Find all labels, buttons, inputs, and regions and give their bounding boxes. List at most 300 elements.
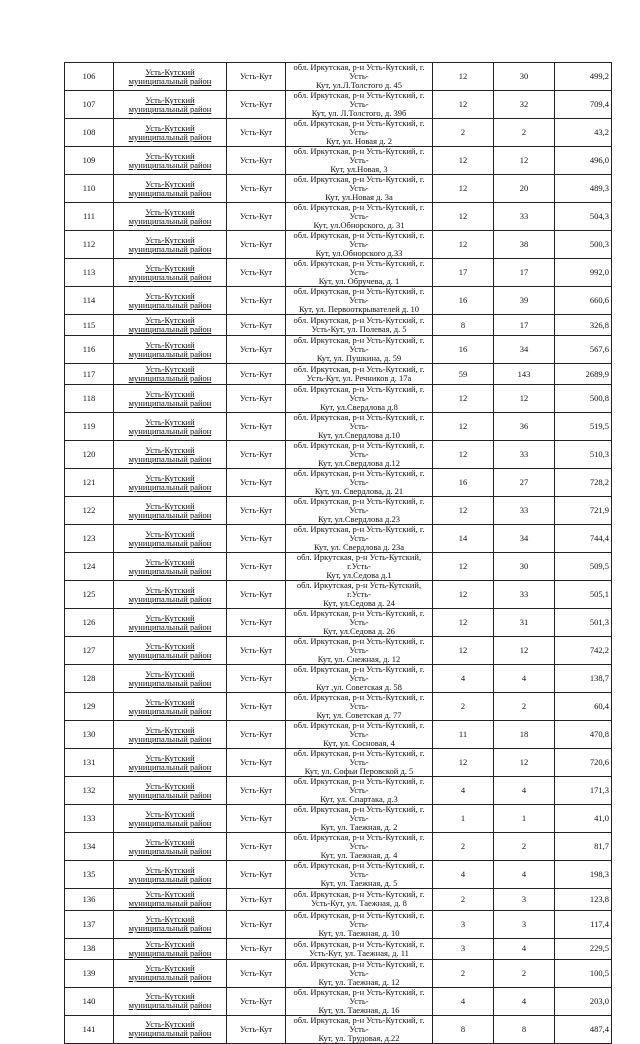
district-text: муниципальный район xyxy=(128,348,212,359)
address-text: обл. Иркутская, р-н Усть-Кутский, г. Усть- xyxy=(293,286,425,305)
address-cell xyxy=(286,910,433,938)
table-row xyxy=(65,938,612,959)
area-cell: 505,1 xyxy=(555,581,612,609)
count-b-cell: 12 xyxy=(494,385,555,413)
row-number-cell: 107 xyxy=(65,91,114,119)
district-cell xyxy=(114,63,227,91)
district-cell xyxy=(114,889,227,910)
row-number-cell: 110 xyxy=(65,175,114,203)
area-cell: 519,5 xyxy=(555,413,612,441)
area-cell: 709,4 xyxy=(555,91,612,119)
address-cell xyxy=(286,147,433,175)
address-text: Кут, ул. Таежная, д. 12 xyxy=(318,976,400,987)
table-body xyxy=(65,63,612,1044)
district-text: Усть-Кутский xyxy=(145,150,195,161)
district-cell xyxy=(114,938,227,959)
count-b-cell: 4 xyxy=(494,777,555,805)
row-number-cell: 122 xyxy=(65,497,114,525)
area-cell: 728,2 xyxy=(555,469,612,497)
city-cell: Усть-Кут xyxy=(227,336,286,364)
row-number-cell: 123 xyxy=(65,525,114,553)
city-cell: Усть-Кут xyxy=(227,287,286,315)
address-text: Кут, ул.Свердлова д.10 xyxy=(318,430,400,441)
row-number-cell: 132 xyxy=(65,777,114,805)
address-text: обл. Иркутская, р-н Усть-Кутский, г. Усть- xyxy=(293,440,425,460)
address-text: Кут, ул.Новая, 3 xyxy=(330,164,388,174)
address-cell xyxy=(286,385,433,413)
count-a-cell: 12 xyxy=(433,91,494,119)
address-cell xyxy=(286,1015,433,1043)
district-cell xyxy=(114,833,227,861)
count-b-cell: 8 xyxy=(494,1015,555,1043)
city-cell: Усть-Кут xyxy=(227,938,286,959)
address-text: обл. Иркутская, р-н Усть-Кутский, г. Усть- xyxy=(293,860,425,880)
table-row xyxy=(65,833,612,861)
address-text: Кут, ул. Пушкина, д. 59 xyxy=(316,353,402,364)
area-cell: 721,9 xyxy=(555,497,612,525)
address-text: обл. Иркутская, р-н Усть-Кутский, г. Усть- xyxy=(293,202,425,221)
table-row xyxy=(65,259,612,287)
address-text: обл. Иркутская, р-н Усть-Кутский, г. xyxy=(293,364,425,375)
district-text: муниципальный район xyxy=(128,873,212,884)
row-number-cell: 119 xyxy=(65,413,114,441)
address-text: Кут, ул. Обручева, д. 1 xyxy=(318,276,400,286)
city-cell: Усть-Кут xyxy=(227,749,286,777)
area-cell: 567,6 xyxy=(555,336,612,364)
city-cell: Усть-Кут xyxy=(227,777,286,805)
table-row xyxy=(65,175,612,203)
district-text: муниципальный район xyxy=(128,397,212,408)
row-number-cell: 118 xyxy=(65,385,114,413)
area-cell: 744,4 xyxy=(555,525,612,553)
address-text: обл. Иркутская, р-н Усть-Кутский, г. Усть- xyxy=(293,174,425,193)
district-text: Усть-Кутский xyxy=(145,94,195,105)
count-a-cell: 12 xyxy=(433,175,494,203)
district-text: Усть-Кутский xyxy=(145,808,195,819)
district-text: муниципальный район xyxy=(128,324,212,335)
count-b-cell: 4 xyxy=(494,938,555,959)
address-cell xyxy=(286,259,433,287)
table-row xyxy=(65,553,612,581)
district-text: Усть-Кутский xyxy=(145,864,195,875)
area-cell: 123,8 xyxy=(555,889,612,910)
address-text: Кут, ул. Л.Толстого, д. 39б xyxy=(311,108,407,118)
count-b-cell: 30 xyxy=(494,63,555,91)
table-row xyxy=(65,203,612,231)
district-text: Усть-Кутский xyxy=(145,290,195,301)
housing-table xyxy=(64,62,612,1044)
city-cell: Усть-Кут xyxy=(227,637,286,665)
address-text: обл. Иркутская, р-н Усть-Кутский, г. Усть- xyxy=(293,412,425,432)
address-text: обл. Иркутская, р-н Усть-Кутский, г. xyxy=(293,938,425,949)
district-text: муниципальный район xyxy=(128,733,212,744)
address-cell xyxy=(286,63,433,91)
district-text: муниципальный район xyxy=(128,373,212,384)
count-a-cell: 12 xyxy=(433,749,494,777)
table-row xyxy=(65,525,612,553)
district-text: муниципальный район xyxy=(128,972,212,983)
district-text: муниципальный район xyxy=(128,705,212,716)
count-a-cell: 4 xyxy=(433,777,494,805)
row-number-cell: 120 xyxy=(65,441,114,469)
address-cell xyxy=(286,203,433,231)
district-cell xyxy=(114,175,227,203)
address-cell xyxy=(286,609,433,637)
count-b-cell: 33 xyxy=(494,441,555,469)
address-cell xyxy=(286,833,433,861)
district-cell xyxy=(114,637,227,665)
district-text: муниципальный район xyxy=(128,537,212,548)
count-a-cell: 4 xyxy=(433,665,494,693)
address-text: обл. Иркутская, р-н Усть-Кутский, г. Усть- xyxy=(293,959,425,978)
district-text: Усть-Кутский xyxy=(145,178,195,189)
table-row xyxy=(65,91,612,119)
address-text: обл. Иркутская, р-н Усть-Кутский, г. Усть- xyxy=(293,720,425,740)
address-text: Кут, ул. Софьи Перовской д. 5 xyxy=(304,766,414,777)
address-text: обл. Иркутская, р-н Усть-Кутский, г. Усть- xyxy=(293,496,425,516)
district-cell xyxy=(114,609,227,637)
city-cell: Усть-Кут xyxy=(227,525,286,553)
count-a-cell: 2 xyxy=(433,959,494,987)
count-b-cell: 30 xyxy=(494,553,555,581)
district-cell xyxy=(114,385,227,413)
district-cell xyxy=(114,525,227,553)
city-cell: Усть-Кут xyxy=(227,259,286,287)
address-cell xyxy=(286,889,433,910)
district-text: Усть-Кутский xyxy=(145,780,195,791)
district-text: Усть-Кутский xyxy=(145,752,195,763)
district-text: Усть-Кутский xyxy=(145,836,195,847)
city-cell: Усть-Кут xyxy=(227,231,286,259)
district-cell xyxy=(114,203,227,231)
area-cell: 500,3 xyxy=(555,231,612,259)
address-text: Кут, ул. Новая д. 2 xyxy=(326,136,392,146)
count-b-cell: 12 xyxy=(494,147,555,175)
area-cell: 720,6 xyxy=(555,749,612,777)
address-text: Усть-Кут, ул. Речников д. 17а xyxy=(306,373,412,384)
row-number-cell: 137 xyxy=(65,910,114,938)
district-text: Усть-Кутский xyxy=(145,416,195,427)
address-text: обл. Иркутская, р-н Усть-Кутский, г. Усть- xyxy=(293,524,425,544)
count-b-cell: 4 xyxy=(494,861,555,889)
count-a-cell: 12 xyxy=(433,203,494,231)
address-cell xyxy=(286,287,433,315)
address-text: Кут, ул. Снежная, д. 12 xyxy=(317,654,401,665)
count-a-cell: 12 xyxy=(433,497,494,525)
address-text: обл. Иркутская, р-н Усть-Кутский, г. Усть- xyxy=(293,62,425,81)
row-number-cell: 106 xyxy=(65,63,114,91)
row-number-cell: 141 xyxy=(65,1015,114,1043)
table-row xyxy=(65,469,612,497)
count-a-cell: 12 xyxy=(433,385,494,413)
count-b-cell: 1 xyxy=(494,805,555,833)
table-row xyxy=(65,959,612,987)
count-b-cell: 12 xyxy=(494,637,555,665)
area-cell: 470,8 xyxy=(555,721,612,749)
address-cell xyxy=(286,777,433,805)
address-text: обл. Иркутская, р-н Усть-Кутский, г. xyxy=(293,889,425,900)
city-cell: Усть-Кут xyxy=(227,63,286,91)
area-cell: 2689,9 xyxy=(555,364,612,385)
address-text: Кут, ул.Седова д. 24 xyxy=(323,598,395,609)
district-cell xyxy=(114,553,227,581)
district-text: Усть-Кутский xyxy=(145,584,195,595)
count-b-cell: 18 xyxy=(494,721,555,749)
count-b-cell: 3 xyxy=(494,889,555,910)
city-cell: Усть-Кут xyxy=(227,693,286,721)
city-cell: Усть-Кут xyxy=(227,805,286,833)
table-row xyxy=(65,441,612,469)
address-text: Кут, ул. Таежная, д. 4 xyxy=(320,850,398,861)
address-text: обл. Иркутская, р-н Усть-Кутский, г. Усть- xyxy=(293,608,425,628)
count-b-cell: 33 xyxy=(494,497,555,525)
area-cell: 489,3 xyxy=(555,175,612,203)
city-cell: Усть-Кут xyxy=(227,959,286,987)
district-text: Усть-Кутский xyxy=(145,339,195,350)
table-row xyxy=(65,497,612,525)
row-number-cell: 124 xyxy=(65,553,114,581)
area-cell: 326,8 xyxy=(555,315,612,336)
table-row xyxy=(65,287,612,315)
district-text: Усть-Кутский xyxy=(145,234,195,245)
address-text: обл. Иркутская, р-н Усть-Кутский, г. Усть- xyxy=(293,118,425,137)
district-text: муниципальный район xyxy=(128,789,212,800)
city-cell: Усть-Кут xyxy=(227,147,286,175)
address-text: Кут, ул. Таежная, д. 10 xyxy=(318,927,400,938)
district-text: муниципальный район xyxy=(128,565,212,576)
table-row xyxy=(65,861,612,889)
address-cell xyxy=(286,749,433,777)
district-cell xyxy=(114,861,227,889)
table-row xyxy=(65,910,612,938)
district-text: муниципальный район xyxy=(128,898,212,909)
count-a-cell: 12 xyxy=(433,231,494,259)
district-cell xyxy=(114,336,227,364)
count-b-cell: 17 xyxy=(494,315,555,336)
district-text: Усть-Кутский xyxy=(145,472,195,483)
row-number-cell: 108 xyxy=(65,119,114,147)
area-cell: 100,5 xyxy=(555,959,612,987)
address-text: обл. Иркутская, р-н Усть-Кутский, г. Усть- xyxy=(293,776,425,796)
city-cell: Усть-Кут xyxy=(227,553,286,581)
address-cell xyxy=(286,637,433,665)
count-a-cell: 17 xyxy=(433,259,494,287)
row-number-cell: 136 xyxy=(65,889,114,910)
address-cell xyxy=(286,665,433,693)
count-a-cell: 2 xyxy=(433,693,494,721)
district-cell xyxy=(114,749,227,777)
count-a-cell: 12 xyxy=(433,147,494,175)
count-a-cell: 12 xyxy=(433,441,494,469)
table-row xyxy=(65,889,612,910)
address-text: Кут, ул.Свердлова д.8 xyxy=(320,402,398,413)
area-cell: 660,6 xyxy=(555,287,612,315)
area-cell: 203,0 xyxy=(555,987,612,1015)
address-text: Кут, ул. Советская д. 77 xyxy=(316,710,402,721)
area-cell: 509,5 xyxy=(555,553,612,581)
city-cell: Усть-Кут xyxy=(227,665,286,693)
address-text: Кут, ул.Седова д. 26 xyxy=(323,626,395,637)
address-text: обл. Иркутская, р-н Усть-Кутский, г. Усть- xyxy=(293,636,425,656)
district-text: муниципальный район xyxy=(128,621,212,632)
row-number-cell: 111 xyxy=(65,203,114,231)
district-text: Усть-Кутский xyxy=(145,66,195,77)
count-a-cell: 12 xyxy=(433,637,494,665)
row-number-cell: 128 xyxy=(65,665,114,693)
district-text: Усть-Кутский xyxy=(145,528,195,539)
count-a-cell: 3 xyxy=(433,910,494,938)
count-b-cell: 2 xyxy=(494,959,555,987)
city-cell: Усть-Кут xyxy=(227,861,286,889)
address-text: обл. Иркутская, р-н Усть-Кутский, г. Усть- xyxy=(293,987,425,1006)
count-a-cell: 2 xyxy=(433,833,494,861)
address-cell xyxy=(286,175,433,203)
row-number-cell: 113 xyxy=(65,259,114,287)
district-text: муниципальный район xyxy=(128,187,212,198)
area-cell: 500,8 xyxy=(555,385,612,413)
district-text: Усть-Кутский xyxy=(145,612,195,623)
address-text: обл. Иркутская, р-н Усть-Кутский, г. Усть- xyxy=(293,230,425,249)
district-cell xyxy=(114,441,227,469)
district-text: муниципальный район xyxy=(128,1028,212,1039)
address-cell xyxy=(286,938,433,959)
district-cell xyxy=(114,721,227,749)
count-b-cell: 33 xyxy=(494,581,555,609)
district-text: Усть-Кутский xyxy=(145,889,195,900)
district-text: Усть-Кутский xyxy=(145,696,195,707)
row-number-cell: 131 xyxy=(65,749,114,777)
count-b-cell: 32 xyxy=(494,91,555,119)
district-cell xyxy=(114,364,227,385)
address-text: обл. Иркутская, р-н Усть-Кутский, г. Усть- xyxy=(293,384,425,404)
city-cell: Усть-Кут xyxy=(227,364,286,385)
count-a-cell: 59 xyxy=(433,364,494,385)
district-text: муниципальный район xyxy=(128,677,212,688)
district-cell xyxy=(114,777,227,805)
district-text: Усть-Кутский xyxy=(145,1019,195,1030)
district-text: Усть-Кутский xyxy=(145,556,195,567)
city-cell: Усть-Кут xyxy=(227,581,286,609)
address-cell xyxy=(286,987,433,1015)
address-text: Кут, ул.Л.Толстого д. 45 xyxy=(315,80,403,90)
city-cell: Усть-Кут xyxy=(227,385,286,413)
district-cell xyxy=(114,259,227,287)
district-text: муниципальный район xyxy=(128,649,212,660)
count-a-cell: 16 xyxy=(433,287,494,315)
address-cell xyxy=(286,441,433,469)
count-a-cell: 8 xyxy=(433,315,494,336)
count-b-cell: 39 xyxy=(494,287,555,315)
table-row xyxy=(65,315,612,336)
area-cell: 501,3 xyxy=(555,609,612,637)
district-text: Усть-Кутский xyxy=(145,724,195,735)
district-cell xyxy=(114,119,227,147)
count-a-cell: 12 xyxy=(433,413,494,441)
district-cell xyxy=(114,91,227,119)
count-b-cell: 143 xyxy=(494,364,555,385)
row-number-cell: 109 xyxy=(65,147,114,175)
address-text: обл. Иркутская, р-н Усть-Кутский, г. xyxy=(293,315,425,326)
address-text: Кут, ул. Трудовая, д.22 xyxy=(318,1032,400,1043)
count-b-cell: 33 xyxy=(494,203,555,231)
table-row xyxy=(65,63,612,91)
city-cell: Усть-Кут xyxy=(227,413,286,441)
address-text: обл. Иркутская, р-н Усть-Кутский, г. Усть- xyxy=(293,748,425,768)
row-number-cell: 121 xyxy=(65,469,114,497)
address-text: Кут, ул.Свердлова д.12 xyxy=(318,458,400,469)
address-text: Кут, ул. Сосновая, 4 xyxy=(323,738,395,749)
address-cell xyxy=(286,693,433,721)
count-b-cell: 34 xyxy=(494,336,555,364)
district-text: муниципальный район xyxy=(128,271,212,282)
city-cell: Усть-Кут xyxy=(227,889,286,910)
address-text: Кут, ул. Таежная, д. 16 xyxy=(318,1004,400,1015)
count-b-cell: 36 xyxy=(494,413,555,441)
area-cell: 742,2 xyxy=(555,637,612,665)
table-row xyxy=(65,805,612,833)
city-cell: Усть-Кут xyxy=(227,469,286,497)
address-cell xyxy=(286,336,433,364)
count-b-cell: 20 xyxy=(494,175,555,203)
address-text: Усть-Кут, ул. Полевая, д. 5 xyxy=(311,324,407,335)
address-text: Кут, ул. Таежная, д. 2 xyxy=(320,822,398,833)
table-row xyxy=(65,721,612,749)
city-cell: Усть-Кут xyxy=(227,987,286,1015)
area-cell: 510,3 xyxy=(555,441,612,469)
district-text: Усть-Кутский xyxy=(145,500,195,511)
city-cell: Усть-Кут xyxy=(227,441,286,469)
count-a-cell: 2 xyxy=(433,119,494,147)
address-text: обл. Иркутская, р-н Усть-Кутский, г. Усть- xyxy=(293,664,425,684)
row-number-cell: 117 xyxy=(65,364,114,385)
city-cell: Усть-Кут xyxy=(227,721,286,749)
address-cell xyxy=(286,364,433,385)
city-cell: Усть-Кут xyxy=(227,833,286,861)
row-number-cell: 127 xyxy=(65,637,114,665)
row-number-cell: 140 xyxy=(65,987,114,1015)
count-a-cell: 16 xyxy=(433,469,494,497)
row-number-cell: 126 xyxy=(65,609,114,637)
district-text: муниципальный район xyxy=(128,1000,212,1011)
count-b-cell: 31 xyxy=(494,609,555,637)
row-number-cell: 129 xyxy=(65,693,114,721)
table-row xyxy=(65,609,612,637)
row-number-cell: 134 xyxy=(65,833,114,861)
district-text: Усть-Кутский xyxy=(145,991,195,1002)
district-text: Усть-Кутский xyxy=(145,122,195,133)
district-text: муниципальный район xyxy=(128,299,212,310)
row-number-cell: 112 xyxy=(65,231,114,259)
row-number-cell: 135 xyxy=(65,861,114,889)
city-cell: Усть-Кут xyxy=(227,1015,286,1043)
district-text: муниципальный район xyxy=(128,593,212,604)
address-cell xyxy=(286,315,433,336)
table-row xyxy=(65,581,612,609)
area-cell: 992,0 xyxy=(555,259,612,287)
table-row xyxy=(65,1015,612,1043)
address-cell xyxy=(286,959,433,987)
district-cell xyxy=(114,959,227,987)
count-a-cell: 12 xyxy=(433,63,494,91)
address-cell xyxy=(286,497,433,525)
area-cell: 198,3 xyxy=(555,861,612,889)
row-number-cell: 130 xyxy=(65,721,114,749)
district-text: муниципальный район xyxy=(128,215,212,226)
table-row xyxy=(65,336,612,364)
district-text: муниципальный район xyxy=(128,761,212,772)
address-text: Кут, ул. Таежная, д. 5 xyxy=(320,878,398,889)
address-text: Кут, ул.Свердлова д.23 xyxy=(318,514,400,525)
